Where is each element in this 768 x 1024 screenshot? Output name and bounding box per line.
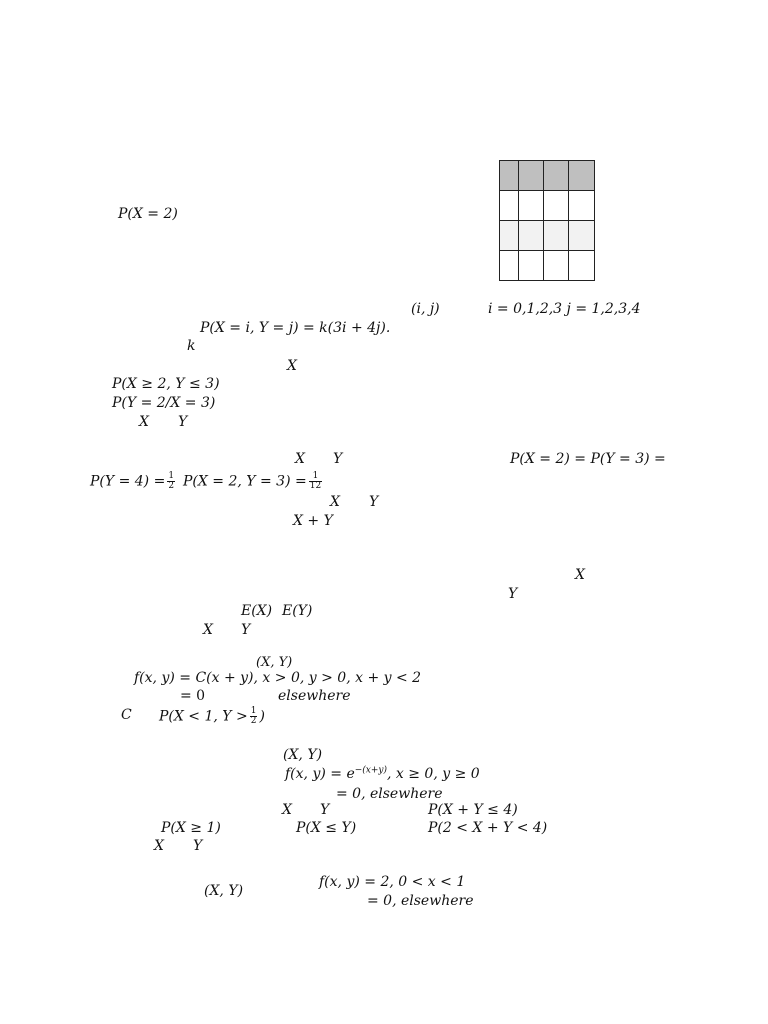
fraction-half (250, 707, 258, 726)
variable-y: Y (178, 414, 188, 430)
table-cell (569, 161, 595, 191)
variable-x: X (282, 802, 292, 818)
fraction-denominator: 2 (250, 716, 257, 726)
pdf-zero: = 0 (180, 688, 206, 704)
joint-pmf: P(X = i, Y = j) = k(3i + 4j). (200, 320, 391, 336)
prob-equality: P(X = 2) = P(Y = 3) = (510, 451, 666, 467)
table-cell (544, 221, 569, 251)
variable-y: Y (241, 622, 251, 638)
table-header-row (500, 161, 595, 191)
table-cell (519, 191, 544, 221)
prob-x-ge-1: P(X ≥ 1) (161, 820, 221, 836)
prob-conditional: P(Y = 2/X = 3) (112, 395, 216, 411)
variable-y: Y (193, 838, 203, 854)
table-cell (544, 251, 569, 281)
index-ranges: i = 0,1,2,3 j = 1,2,3,4 (488, 301, 641, 317)
elsewhere-label: elsewhere (278, 688, 351, 704)
pdf-prefix: f(x, y) = e (285, 766, 355, 782)
table-cell (500, 221, 519, 251)
table-cell (500, 161, 519, 191)
sum-x-plus-y: X + Y (293, 513, 333, 529)
prob-x-lt-1-y-gt-half (159, 707, 265, 726)
fraction-numerator: 1 (168, 471, 175, 481)
table-cell (544, 191, 569, 221)
fraction-twelfth (309, 472, 322, 491)
table-cell (569, 251, 595, 281)
pdf-suffix: , x ≥ 0, y ≥ 0 (387, 766, 480, 782)
prob-x-le-y: P(X ≤ Y) (296, 820, 357, 836)
prob-x2-y3 (183, 472, 324, 491)
table-cell (569, 221, 595, 251)
variable-y: Y (320, 802, 330, 818)
variable-x: X (287, 358, 297, 374)
variable-x: X (139, 414, 149, 430)
table-cell (519, 161, 544, 191)
fraction-half (167, 472, 175, 491)
fraction-denominator: 12 (309, 481, 322, 491)
joint-pdf: f(x, y) = C(x + y), x > 0, y > 0, x + y < 2 (134, 670, 422, 686)
variable-x: X (330, 494, 340, 510)
prob-close-paren: ) (259, 708, 265, 725)
table-cell (569, 191, 595, 221)
prob-sum-range: P(2 < X + Y < 4) (428, 820, 548, 836)
fraction-denominator: 2 (168, 481, 175, 491)
prob-x-ge-2-y-le-3: P(X ≥ 2, Y ≤ 3) (112, 376, 220, 392)
variable-x: X (575, 567, 585, 583)
variable-x: X (203, 622, 213, 638)
table-cell (519, 251, 544, 281)
pair-ij: (i, j) (411, 301, 440, 317)
fraction-numerator: 1 (250, 706, 257, 716)
constant-c: C (121, 707, 132, 723)
prob-x-equals-2: P(X = 2) (118, 206, 178, 222)
variable-y: Y (369, 494, 379, 510)
constant-k: k (187, 338, 196, 354)
joint-pdf-constant: f(x, y) = 2, 0 < x < 1 (319, 874, 466, 890)
fraction-numerator: 1 (309, 472, 322, 482)
table-cell (544, 161, 569, 191)
variable-y: Y (508, 586, 518, 602)
pair-xy: (X, Y) (256, 655, 293, 670)
prob-label: P(X < 1, Y > (159, 708, 248, 725)
table-cell (500, 251, 519, 281)
pair-xy: (X, Y) (204, 883, 244, 899)
prob-sum-le-4: P(X + Y ≤ 4) (428, 802, 518, 818)
probability-table (499, 160, 595, 281)
variable-x: X (154, 838, 164, 854)
pdf-zero-elsewhere: = 0, elsewhere (367, 893, 474, 909)
variable-y: Y (333, 451, 343, 467)
pair-xy: (X, Y) (283, 747, 323, 763)
prob-y4-label: P(Y = 4) = (90, 473, 166, 490)
prob-x2-y3-label: P(X = 2, Y = 3) = (183, 473, 307, 490)
table-row (500, 191, 595, 221)
table-cell (500, 191, 519, 221)
table-cell (519, 221, 544, 251)
expectation-y: E(Y) (282, 603, 313, 619)
expectation-x: E(X) (241, 603, 273, 619)
table-row (500, 251, 595, 281)
prob-y-equals-4 (90, 472, 177, 491)
table-row (500, 221, 595, 251)
variable-x: X (295, 451, 305, 467)
joint-pdf-exponential (285, 766, 480, 782)
pdf-zero-elsewhere: = 0, elsewhere (336, 786, 443, 802)
pdf-exponent: −(x+y) (354, 765, 387, 776)
